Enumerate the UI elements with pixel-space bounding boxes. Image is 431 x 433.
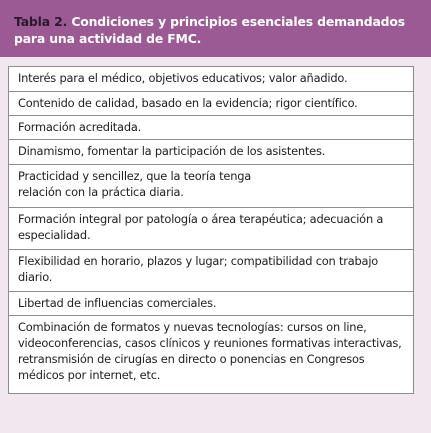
table-row: Libertad de influencias comerciales. xyxy=(9,292,413,316)
table-title xyxy=(0,0,431,57)
table-row: Practicidad y sencillez, que la teoría tenga relación con la práctica diaria. xyxy=(9,165,413,208)
requirements-table xyxy=(8,66,414,394)
table-row: Contenido de calidad, basado en la evidencia; rigor científico. xyxy=(9,92,413,116)
table-row: Formación integral por patología o área terapéutica; adecuación a especialidad. xyxy=(9,208,413,250)
table-row: Formación acreditada. xyxy=(9,116,413,140)
table-row: Dinamismo, fomentar la participación de los asistentes. xyxy=(9,140,413,165)
table-row: Flexibilidad en horario, plazos y lugar; compatibilidad con trabajo diario. xyxy=(9,250,413,292)
table-caption: Condiciones y principios esenciales demandados para una actividad de FMC. xyxy=(14,14,405,46)
table-row: Combinación de formatos y nuevas tecnologías: cursos on line, videoconferencias, casos clínicos y reuniones formativas interactivas, retransmisión de cirugías en directo o ponencias en Congresos médicos por internet, etc. xyxy=(18,320,402,382)
table-label: Tabla 2. xyxy=(14,14,68,29)
table-row: Interés para el médico, objetivos educativos; valor añadido. xyxy=(9,67,413,92)
